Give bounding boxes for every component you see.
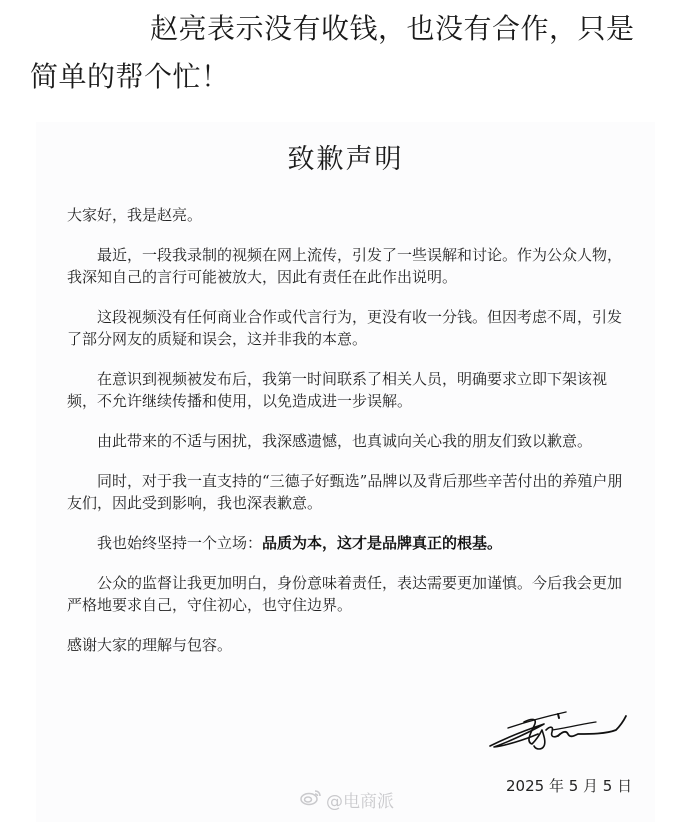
document-body xyxy=(67,204,629,674)
document-title: 致歉声明 xyxy=(287,144,404,175)
caption-line-1: 赵亮表示没有收钱，也没有合作，只是 xyxy=(150,12,635,45)
stance-emphasis: 品质为本，这才是品牌真正的根基。 xyxy=(262,534,503,552)
document-date: 2025 年 5 月 5 日 xyxy=(506,777,633,795)
paragraph: 由此带来的不适与困扰，我深感遗憾，也真诚向关心我的朋友们致以歉意。 xyxy=(97,432,593,450)
closing: 感谢大家的理解与包容。 xyxy=(67,636,233,654)
greeting: 大家好，我是赵亮。 xyxy=(67,206,203,224)
post-caption xyxy=(0,0,690,110)
stance-prefix: 我也始终坚持一个立场： xyxy=(97,534,263,552)
paragraph: 同时，对于我一直支持的“三德子好甄选”品牌以及背后那些辛苦付出的养殖户朋友们，因此受到影响，我也深表歉意。 xyxy=(67,472,623,512)
weibo-icon xyxy=(300,788,322,811)
signature-icon xyxy=(486,700,636,755)
watermark-text: @电商派 xyxy=(326,792,394,812)
caption-line-2: 简单的帮个忙！ xyxy=(30,60,230,93)
paragraph: 公众的监督让我更加明白，身份意味着责任，表达需要更加谨慎。今后我会更加严格地要求自己，守住初心，也守住边界。 xyxy=(67,574,623,614)
paragraph: 最近，一段我录制的视频在网上流传，引发了一些误解和讨论。作为公众人物，我深知自己的言行可能被放大，因此有责任在此作出说明。 xyxy=(67,246,623,286)
paragraph: 在意识到视频被发布后，我第一时间联系了相关人员，明确要求立即下架该视频，不允许继续传播和使用，以免造成进一步误解。 xyxy=(67,370,608,410)
stance-paragraph xyxy=(67,532,629,554)
paragraph: 这段视频没有任何商业合作或代言行为，更没有收一分钱。但因考虑不周，引发了部分网友的质疑和误会，这并非我的本意。 xyxy=(67,308,623,348)
watermark xyxy=(300,787,394,812)
